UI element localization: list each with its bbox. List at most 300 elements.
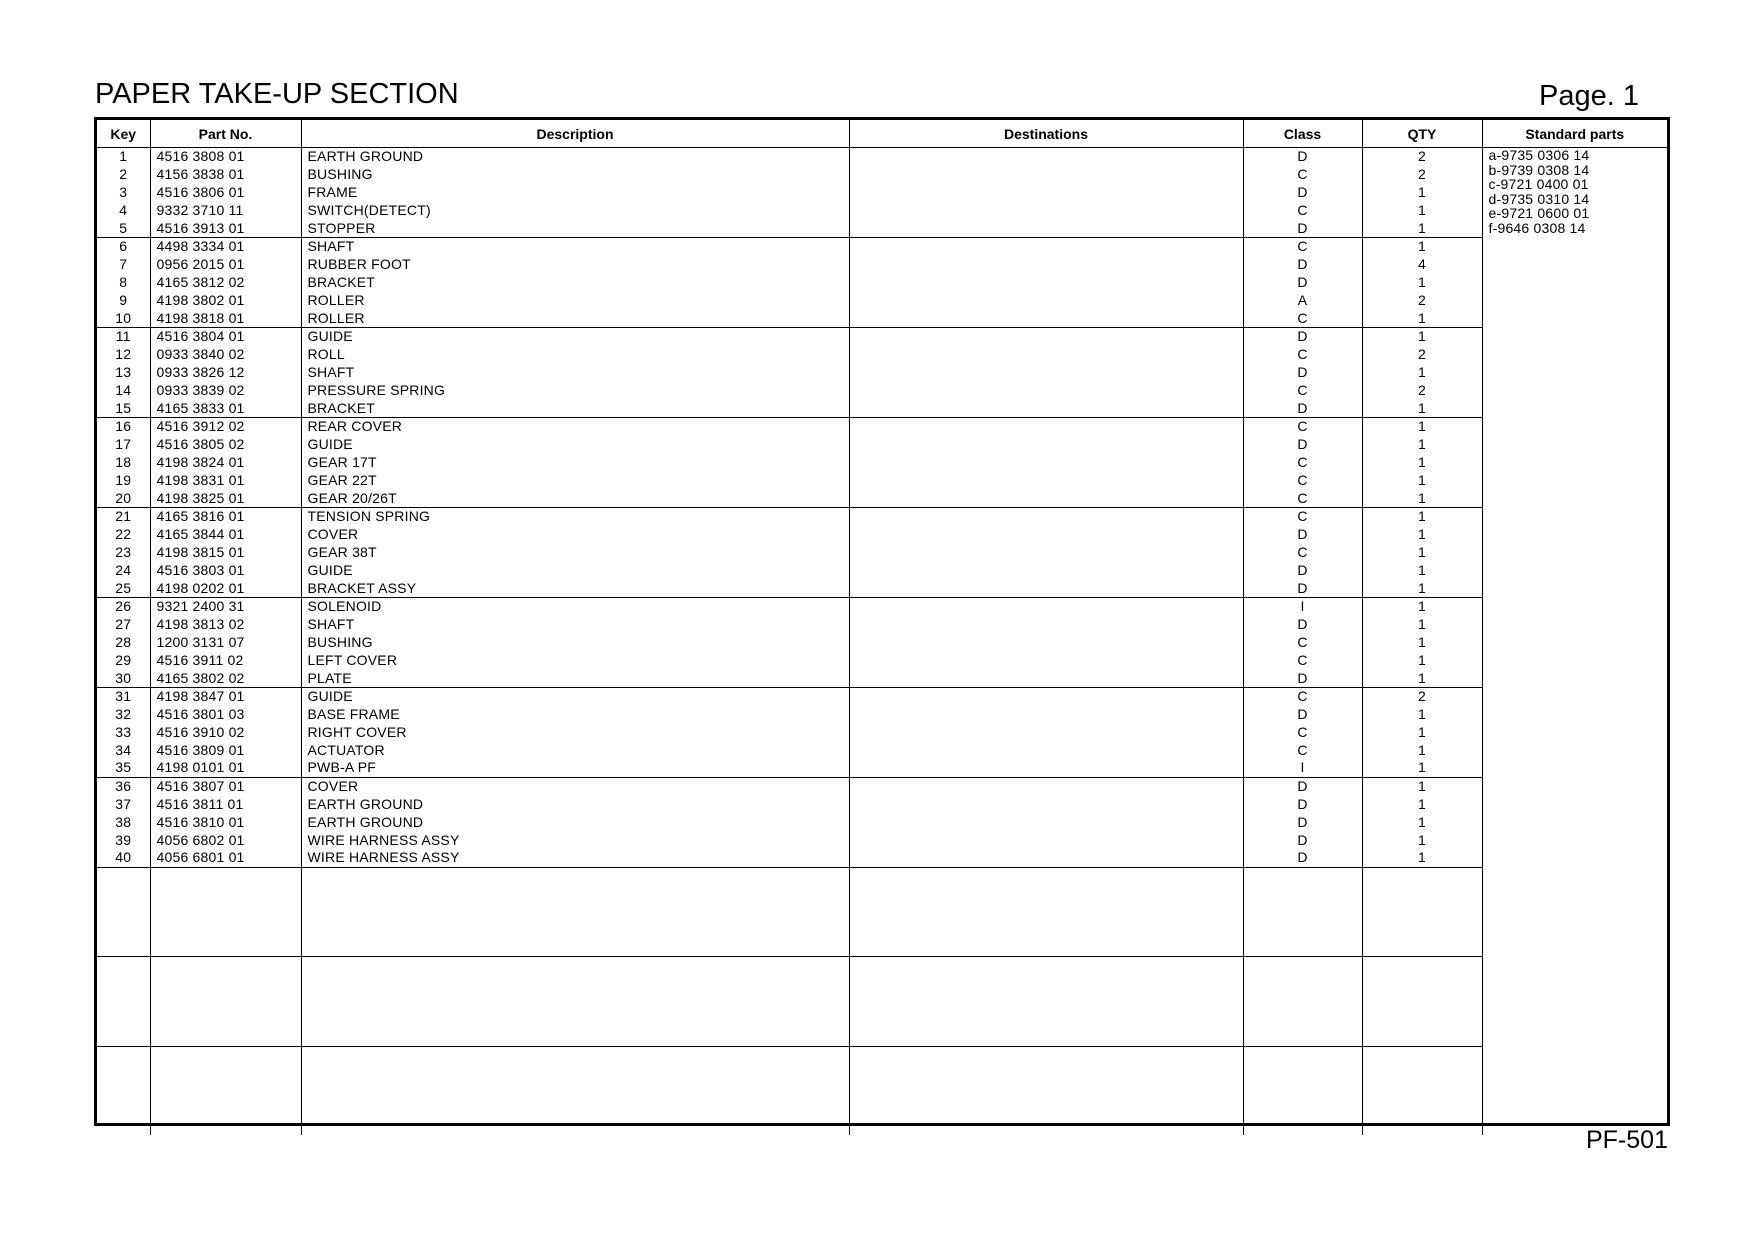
table-row (97, 526, 1667, 544)
table-header-row (97, 120, 1667, 148)
table-row (97, 796, 1667, 814)
table-row (97, 706, 1667, 724)
cell-destinations (849, 526, 1243, 544)
cell-part-no: 4165 3802 02 (150, 669, 301, 687)
cell-part-no: 4516 3810 01 (150, 813, 301, 831)
cell-part-no: 9332 3710 11 (150, 201, 301, 219)
cell-key: 26 (97, 597, 150, 615)
blank-cell (150, 867, 301, 956)
cell-qty: 1 (1362, 237, 1482, 255)
cell-key: 11 (97, 327, 150, 345)
column-header-standard-parts: Standard parts (1482, 120, 1667, 148)
cell-qty: 1 (1362, 724, 1482, 742)
cell-destinations (849, 291, 1243, 309)
cell-part-no: 4165 3816 01 (150, 507, 301, 525)
cell-class: D (1243, 256, 1362, 274)
cell-part-no: 0933 3839 02 (150, 381, 301, 399)
cell-destinations (849, 381, 1243, 399)
table-row (97, 687, 1667, 705)
cell-destinations (849, 184, 1243, 202)
cell-part-no: 4056 6802 01 (150, 831, 301, 849)
cell-key: 25 (97, 579, 150, 597)
table-row (97, 741, 1667, 759)
blank-cell (301, 867, 849, 956)
cell-destinations (849, 237, 1243, 255)
cell-key: 21 (97, 507, 150, 525)
cell-destinations (849, 849, 1243, 867)
cell-qty: 2 (1362, 381, 1482, 399)
cell-class: D (1243, 849, 1362, 867)
cell-part-no: 4198 3825 01 (150, 489, 301, 507)
cell-destinations (849, 579, 1243, 597)
cell-description: WIRE HARNESS ASSY (301, 849, 849, 867)
blank-cell (97, 1046, 150, 1135)
cell-destinations (849, 616, 1243, 634)
cell-key: 17 (97, 436, 150, 454)
cell-qty: 1 (1362, 489, 1482, 507)
table-row (97, 381, 1667, 399)
blank-cell (1362, 1046, 1482, 1135)
table-row (97, 579, 1667, 597)
cell-part-no: 4516 3809 01 (150, 741, 301, 759)
page-title: PAPER TAKE-UP SECTION (95, 78, 459, 110)
blank-row (97, 1046, 1667, 1135)
parts-list-table (94, 117, 1670, 1126)
cell-destinations (849, 148, 1243, 166)
cell-class: C (1243, 346, 1362, 364)
cell-class: D (1243, 669, 1362, 687)
cell-description: EARTH GROUND (301, 148, 849, 166)
cell-destinations (849, 706, 1243, 724)
cell-key: 38 (97, 813, 150, 831)
cell-qty: 1 (1362, 309, 1482, 327)
cell-description: STOPPER (301, 219, 849, 237)
table-row (97, 651, 1667, 669)
cell-description: PRESSURE SPRING (301, 381, 849, 399)
cell-destinations (849, 309, 1243, 327)
cell-qty: 1 (1362, 507, 1482, 525)
cell-class: D (1243, 184, 1362, 202)
cell-destinations (849, 219, 1243, 237)
cell-destinations (849, 471, 1243, 489)
cell-description: GEAR 20/26T (301, 489, 849, 507)
cell-part-no: 4198 3847 01 (150, 687, 301, 705)
cell-description: GEAR 22T (301, 471, 849, 489)
cell-key: 20 (97, 489, 150, 507)
cell-description: GEAR 38T (301, 544, 849, 562)
table-row (97, 201, 1667, 219)
cell-part-no: 4516 3910 02 (150, 724, 301, 742)
cell-class: C (1243, 507, 1362, 525)
standard-part-item: e-9721 0600 01 (1488, 205, 1590, 222)
cell-qty: 1 (1362, 274, 1482, 292)
cell-qty: 1 (1362, 526, 1482, 544)
cell-key: 3 (97, 184, 150, 202)
cell-class: D (1243, 436, 1362, 454)
table-row (97, 724, 1667, 742)
cell-destinations (849, 813, 1243, 831)
cell-key: 6 (97, 237, 150, 255)
cell-qty: 1 (1362, 417, 1482, 435)
cell-destinations (849, 597, 1243, 615)
table-row (97, 489, 1667, 507)
cell-key: 1 (97, 148, 150, 166)
cell-description: FRAME (301, 184, 849, 202)
cell-destinations (849, 651, 1243, 669)
cell-qty: 1 (1362, 327, 1482, 345)
cell-description: ROLL (301, 346, 849, 364)
cell-key: 40 (97, 849, 150, 867)
cell-key: 9 (97, 291, 150, 309)
cell-description: ROLLER (301, 309, 849, 327)
cell-description: BRACKET (301, 399, 849, 417)
cell-description: BRACKET ASSY (301, 579, 849, 597)
cell-key: 30 (97, 669, 150, 687)
cell-class: C (1243, 381, 1362, 399)
table-row (97, 454, 1667, 472)
cell-key: 13 (97, 364, 150, 382)
cell-qty: 1 (1362, 651, 1482, 669)
cell-part-no: 4198 0202 01 (150, 579, 301, 597)
table-row (97, 219, 1667, 237)
cell-destinations (849, 831, 1243, 849)
standard-part-item: a-9735 0306 14 (1488, 147, 1590, 163)
cell-qty: 1 (1362, 616, 1482, 634)
cell-description: GUIDE (301, 687, 849, 705)
table-row (97, 399, 1667, 417)
standard-part-item: b-9739 0308 14 (1488, 161, 1590, 178)
cell-qty: 1 (1362, 399, 1482, 417)
table-row (97, 417, 1667, 435)
blank-cell (150, 1046, 301, 1135)
cell-qty: 1 (1362, 561, 1482, 579)
cell-class: D (1243, 706, 1362, 724)
blank-cell (849, 867, 1243, 956)
cell-destinations (849, 166, 1243, 184)
cell-destinations (849, 489, 1243, 507)
table-row (97, 346, 1667, 364)
cell-part-no: 4516 3811 01 (150, 796, 301, 814)
cell-qty: 1 (1362, 741, 1482, 759)
cell-key: 18 (97, 454, 150, 472)
cell-destinations (849, 417, 1243, 435)
cell-key: 34 (97, 741, 150, 759)
table-row (97, 166, 1667, 184)
standard-part-item: d-9735 0310 14 (1488, 190, 1590, 207)
table-row (97, 777, 1667, 795)
cell-class: C (1243, 489, 1362, 507)
cell-class: D (1243, 579, 1362, 597)
table-row (97, 544, 1667, 562)
cell-destinations (849, 687, 1243, 705)
blank-cell (1243, 1046, 1362, 1135)
blank-row (97, 957, 1667, 1046)
cell-destinations (849, 669, 1243, 687)
cell-destinations (849, 507, 1243, 525)
cell-destinations (849, 724, 1243, 742)
cell-qty: 1 (1362, 544, 1482, 562)
cell-class: C (1243, 687, 1362, 705)
cell-class: C (1243, 651, 1362, 669)
table-body (97, 148, 1667, 1136)
cell-destinations (849, 399, 1243, 417)
cell-part-no: 4198 3802 01 (150, 291, 301, 309)
cell-key: 22 (97, 526, 150, 544)
cell-description: SWITCH(DETECT) (301, 201, 849, 219)
cell-key: 29 (97, 651, 150, 669)
cell-key: 36 (97, 777, 150, 795)
cell-part-no: 9321 2400 31 (150, 597, 301, 615)
blank-cell (1243, 957, 1362, 1046)
cell-part-no: 1200 3131 07 (150, 634, 301, 652)
table-row (97, 184, 1667, 202)
cell-class: D (1243, 616, 1362, 634)
cell-qty: 1 (1362, 634, 1482, 652)
cell-description: ACTUATOR (301, 741, 849, 759)
cell-class: C (1243, 417, 1362, 435)
cell-part-no: 4198 0101 01 (150, 759, 301, 777)
cell-destinations (849, 741, 1243, 759)
column-header-qty: QTY (1362, 120, 1482, 148)
cell-part-no: 4198 3815 01 (150, 544, 301, 562)
blank-cell (301, 957, 849, 1046)
cell-key: 37 (97, 796, 150, 814)
cell-qty: 1 (1362, 597, 1482, 615)
cell-description: GUIDE (301, 561, 849, 579)
cell-qty: 1 (1362, 436, 1482, 454)
table-row (97, 669, 1667, 687)
cell-class: D (1243, 219, 1362, 237)
cell-part-no: 4516 3803 01 (150, 561, 301, 579)
cell-class: D (1243, 327, 1362, 345)
standard-part-item: c-9721 0400 01 (1488, 176, 1589, 193)
cell-destinations (849, 346, 1243, 364)
column-header-description: Description (301, 120, 849, 148)
cell-qty: 2 (1362, 166, 1482, 184)
cell-part-no: 4516 3806 01 (150, 184, 301, 202)
cell-class: I (1243, 759, 1362, 777)
cell-description: BUSHING (301, 166, 849, 184)
blank-cell (1362, 867, 1482, 956)
cell-description: BRACKET (301, 274, 849, 292)
cell-key: 10 (97, 309, 150, 327)
cell-key: 4 (97, 201, 150, 219)
table-row (97, 291, 1667, 309)
cell-key: 32 (97, 706, 150, 724)
cell-class: D (1243, 274, 1362, 292)
cell-qty: 2 (1362, 687, 1482, 705)
cell-class: D (1243, 813, 1362, 831)
cell-key: 28 (97, 634, 150, 652)
cell-key: 27 (97, 616, 150, 634)
cell-description: GUIDE (301, 327, 849, 345)
cell-qty: 2 (1362, 291, 1482, 309)
column-header-class: Class (1243, 120, 1362, 148)
cell-qty: 1 (1362, 219, 1482, 237)
cell-class: C (1243, 634, 1362, 652)
cell-destinations (849, 777, 1243, 795)
cell-class: D (1243, 777, 1362, 795)
cell-destinations (849, 364, 1243, 382)
cell-description: RUBBER FOOT (301, 256, 849, 274)
cell-destinations (849, 327, 1243, 345)
cell-class: C (1243, 471, 1362, 489)
column-header-key: Key (97, 120, 150, 148)
cell-description: BUSHING (301, 634, 849, 652)
blank-cell (849, 1046, 1243, 1135)
cell-description: ROLLER (301, 291, 849, 309)
cell-description: SHAFT (301, 237, 849, 255)
cell-qty: 1 (1362, 471, 1482, 489)
cell-key: 39 (97, 831, 150, 849)
table-row (97, 436, 1667, 454)
cell-key: 16 (97, 417, 150, 435)
cell-part-no: 4516 3807 01 (150, 777, 301, 795)
cell-part-no: 4056 6801 01 (150, 849, 301, 867)
cell-part-no: 4198 3831 01 (150, 471, 301, 489)
cell-key: 35 (97, 759, 150, 777)
cell-part-no: 0956 2015 01 (150, 256, 301, 274)
model-number: PF-501 (1586, 1126, 1668, 1154)
cell-class: C (1243, 309, 1362, 327)
table-row (97, 759, 1667, 777)
cell-qty: 1 (1362, 454, 1482, 472)
table-row (97, 561, 1667, 579)
table-row (97, 471, 1667, 489)
cell-class: D (1243, 148, 1362, 166)
cell-qty: 1 (1362, 813, 1482, 831)
table-row (97, 507, 1667, 525)
cell-qty: 1 (1362, 759, 1482, 777)
cell-qty: 1 (1362, 706, 1482, 724)
table-row (97, 274, 1667, 292)
cell-part-no: 4165 3833 01 (150, 399, 301, 417)
blank-cell (1362, 957, 1482, 1046)
cell-destinations (849, 544, 1243, 562)
cell-class: D (1243, 796, 1362, 814)
cell-part-no: 4165 3844 01 (150, 526, 301, 544)
cell-description: RIGHT COVER (301, 724, 849, 742)
cell-destinations (849, 634, 1243, 652)
cell-class: A (1243, 291, 1362, 309)
cell-part-no: 4198 3824 01 (150, 454, 301, 472)
cell-description: EARTH GROUND (301, 813, 849, 831)
blank-cell (150, 957, 301, 1046)
table-row (97, 849, 1667, 867)
cell-part-no: 4198 3818 01 (150, 309, 301, 327)
cell-part-no: 4498 3334 01 (150, 237, 301, 255)
cell-qty: 1 (1362, 669, 1482, 687)
cell-qty: 2 (1362, 148, 1482, 166)
cell-key: 31 (97, 687, 150, 705)
cell-description: BASE FRAME (301, 706, 849, 724)
cell-qty: 1 (1362, 579, 1482, 597)
cell-class: C (1243, 166, 1362, 184)
cell-part-no: 4516 3808 01 (150, 148, 301, 166)
cell-description: GEAR 17T (301, 454, 849, 472)
column-header-destinations: Destinations (849, 120, 1243, 148)
cell-key: 33 (97, 724, 150, 742)
blank-cell (1243, 867, 1362, 956)
cell-destinations (849, 436, 1243, 454)
cell-qty: 1 (1362, 184, 1482, 202)
cell-description: GUIDE (301, 436, 849, 454)
cell-key: 7 (97, 256, 150, 274)
table-row (97, 364, 1667, 382)
blank-cell (849, 957, 1243, 1046)
cell-description: REAR COVER (301, 417, 849, 435)
cell-part-no: 4516 3912 02 (150, 417, 301, 435)
cell-key: 2 (97, 166, 150, 184)
blank-cell (301, 1046, 849, 1135)
cell-class: C (1243, 201, 1362, 219)
cell-class: C (1243, 724, 1362, 742)
cell-key: 15 (97, 399, 150, 417)
cell-class: D (1243, 831, 1362, 849)
column-header-part-no: Part No. (150, 120, 301, 148)
cell-qty: 1 (1362, 796, 1482, 814)
cell-destinations (849, 561, 1243, 579)
blank-row (97, 867, 1667, 956)
cell-description: COVER (301, 777, 849, 795)
cell-part-no: 4156 3838 01 (150, 166, 301, 184)
cell-description: PLATE (301, 669, 849, 687)
cell-key: 5 (97, 219, 150, 237)
cell-description: PWB-A PF (301, 759, 849, 777)
cell-key: 8 (97, 274, 150, 292)
cell-description: WIRE HARNESS ASSY (301, 831, 849, 849)
cell-destinations (849, 256, 1243, 274)
cell-key: 12 (97, 346, 150, 364)
cell-part-no: 4516 3801 03 (150, 706, 301, 724)
cell-description: SHAFT (301, 616, 849, 634)
cell-class: D (1243, 526, 1362, 544)
standard-parts-list (1482, 148, 1667, 1136)
cell-description: SOLENOID (301, 597, 849, 615)
cell-qty: 1 (1362, 364, 1482, 382)
cell-part-no: 4516 3805 02 (150, 436, 301, 454)
table-row (97, 634, 1667, 652)
cell-description: SHAFT (301, 364, 849, 382)
cell-description: TENSION SPRING (301, 507, 849, 525)
cell-description: EARTH GROUND (301, 796, 849, 814)
table-row (97, 813, 1667, 831)
cell-part-no: 0933 3840 02 (150, 346, 301, 364)
cell-qty: 1 (1362, 831, 1482, 849)
table-row (97, 831, 1667, 849)
cell-description: COVER (301, 526, 849, 544)
cell-part-no: 4165 3812 02 (150, 274, 301, 292)
cell-qty: 4 (1362, 256, 1482, 274)
cell-class: D (1243, 364, 1362, 382)
cell-qty: 1 (1362, 201, 1482, 219)
cell-class: D (1243, 561, 1362, 579)
cell-description: LEFT COVER (301, 651, 849, 669)
cell-destinations (849, 274, 1243, 292)
cell-key: 23 (97, 544, 150, 562)
cell-destinations (849, 796, 1243, 814)
cell-part-no: 4198 3813 02 (150, 616, 301, 634)
cell-part-no: 4516 3911 02 (150, 651, 301, 669)
cell-class: D (1243, 399, 1362, 417)
cell-class: C (1243, 454, 1362, 472)
table-row (97, 148, 1667, 166)
standard-part-item: f-9646 0308 14 (1488, 219, 1586, 236)
blank-cell (97, 867, 150, 956)
table-row (97, 616, 1667, 634)
cell-key: 14 (97, 381, 150, 399)
table-row (97, 327, 1667, 345)
